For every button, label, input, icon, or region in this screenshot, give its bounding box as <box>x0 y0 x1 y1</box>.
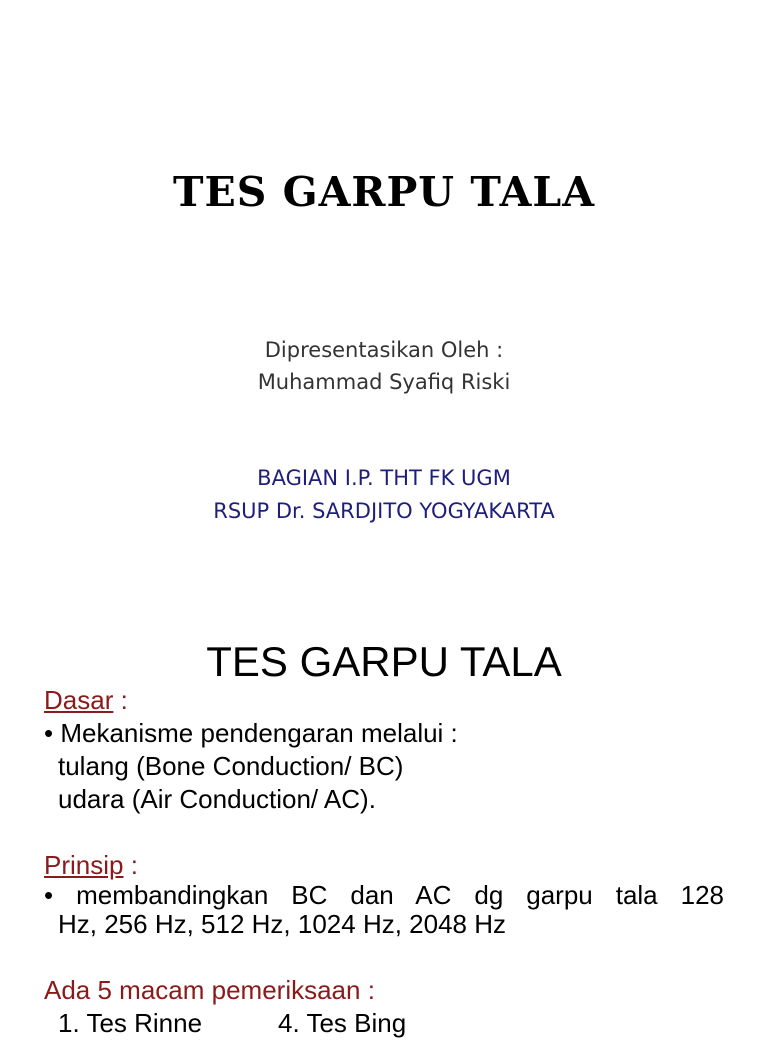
dasar-heading-colon: : <box>113 685 128 715</box>
presenter-label: Dipresentasikan Oleh : <box>264 338 504 362</box>
presenter-name: Muhammad Syafiq Riski <box>257 370 511 394</box>
dasar-heading <box>44 684 724 717</box>
pemeriksaan-heading: Ada 5 macam pemeriksaan : <box>44 975 375 1005</box>
pemeriksaan-item1: 1. Tes Rinne <box>58 1008 203 1038</box>
prinsip-heading <box>44 849 724 882</box>
institution-line2: RSUP Dr. SARDJITO YOGYAKARTA <box>213 499 555 523</box>
prinsip-heading-word: Prinsip <box>44 850 124 880</box>
dasar-line2: tulang (Bone Conduction/ BC) <box>58 751 404 781</box>
institution-line1: BAGIAN I.P. THT FK UGM <box>257 466 511 490</box>
slide2-title: TES GARPU TALA <box>206 638 562 685</box>
prinsip-line2: Hz, 256 Hz, 512 Hz, 1024 Hz, 2048 Hz <box>58 909 507 939</box>
dasar-bullet: • Mekanisme pendengaran melalui : <box>44 718 458 748</box>
spacer <box>44 941 724 974</box>
pemeriksaan-item4: 4. Tes Bing <box>278 1008 407 1038</box>
slide-content <box>0 610 768 1038</box>
institution-block <box>0 462 768 528</box>
presenter-block <box>0 334 768 398</box>
spacer <box>44 816 724 849</box>
prinsip-bullet: • membandingkan BC dan AC dg garpu tala 128 <box>44 880 724 910</box>
slide1-title: TES GARPU TALA <box>172 168 596 216</box>
prinsip-heading-colon: : <box>123 850 138 880</box>
dasar-heading-word: Dasar <box>44 685 114 715</box>
slide2-body <box>44 684 724 1040</box>
dasar-line3: udara (Air Conduction/ AC). <box>58 784 376 814</box>
